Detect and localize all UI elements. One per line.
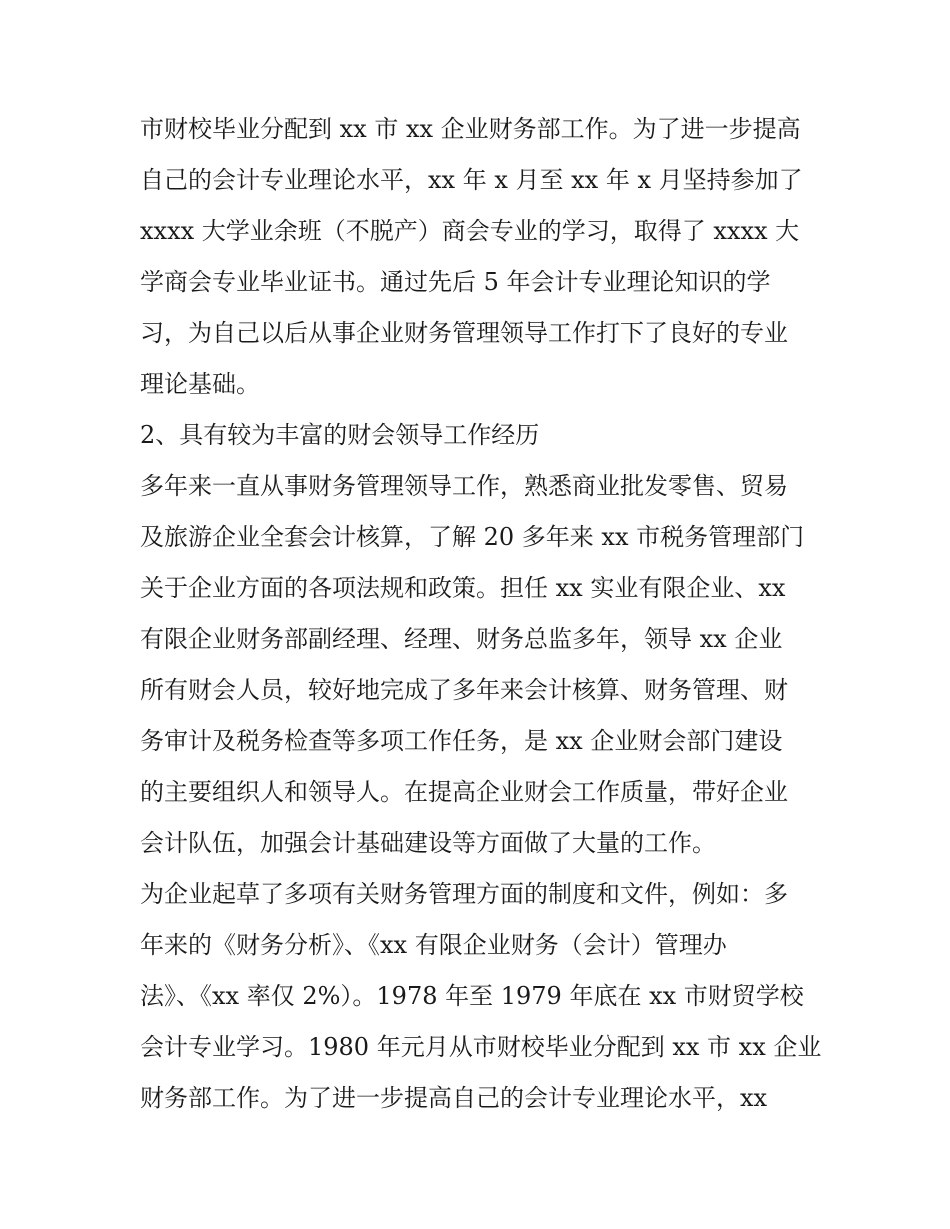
- body-text: [140, 104, 830, 1124]
- text-line: 学商会专业毕业证书。通过先后 5 年会计专业理论知识的学: [140, 268, 771, 296]
- text-line: 多年来一直从事财务管理领导工作，熟悉商业批发零售、贸易: [140, 472, 788, 500]
- text-line: 市财校毕业分配到 xx 市 xx 企业财务部工作。为了进一步提高: [140, 115, 801, 143]
- text-line: 法》、《xx 率仅 2%）。1978 年至 1979 年底在 xx 市财贸学校: [140, 982, 804, 1010]
- text-line: 习，为自己以后从事企业财务管理领导工作打下了良好的专业: [140, 319, 788, 347]
- text-line: 会计专业学习。1980 年元月从市财校毕业分配到 xx 市 xx 企业: [140, 1033, 822, 1061]
- text-line: 所有财会人员，较好地完成了多年来会计核算、财务管理、财: [140, 676, 788, 704]
- text-line: 财务部工作。为了进一步提高自己的会计专业理论水平，xx: [140, 1084, 768, 1112]
- text-line: 及旅游企业全套会计核算，了解 20 多年来 xx 市税务管理部门: [140, 523, 805, 551]
- text-line: 关于企业方面的各项法规和政策。担任 xx 实业有限企业、xx: [140, 574, 786, 602]
- text-line: 理论基础。: [140, 370, 260, 398]
- text-line: 务审计及税务检查等多项工作任务，是 xx 企业财会部门建设: [140, 727, 783, 755]
- section-heading: 2、具有较为丰富的财会领导工作经历: [140, 421, 540, 449]
- text-line: 的主要组织人和领导人。在提高企业财会工作质量，带好企业: [140, 778, 788, 806]
- text-line: xxxx 大学业余班（不脱产）商会专业的学习，取得了 xxxx 大: [140, 217, 800, 245]
- text-line: 有限企业财务部副经理、经理、财务总监多年，领导 xx 企业: [140, 625, 783, 653]
- text-line: 自己的会计专业理论水平，xx 年 x 月至 xx 年 x 月坚持参加了: [140, 166, 803, 194]
- text-line: 为企业起草了多项有关财务管理方面的制度和文件，例如：多: [140, 880, 788, 908]
- text-line: 会计队伍，加强会计基础建设等方面做了大量的工作。: [140, 829, 716, 857]
- text-line: 年来的《财务分析》、《xx 有限企业财务（会计）管理办: [140, 931, 727, 959]
